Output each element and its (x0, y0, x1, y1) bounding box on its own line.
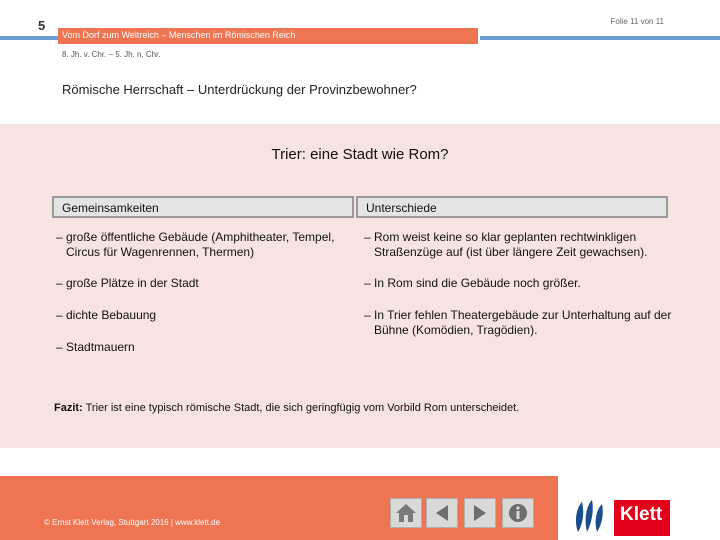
slide-counter: Folie 11 von 11 (610, 17, 664, 26)
conclusion (54, 402, 519, 414)
next-slide-button[interactable] (464, 498, 496, 528)
header-accent-line-right (480, 36, 720, 40)
column-header-unterschiede: Unterschiede (356, 196, 668, 218)
column-header-gemeinsamkeiten: Gemeinsamkeiten (52, 196, 354, 218)
header-accent-line-left (0, 36, 58, 40)
differences-list (364, 230, 672, 338)
content-panel (0, 124, 720, 448)
home-icon (394, 502, 418, 524)
header-bar-text: Vom Dorf zum Weltreich – Menschen im Römischen Reich (62, 30, 296, 40)
slide-heading: Trier: eine Stadt wie Rom? (271, 146, 449, 163)
previous-slide-button[interactable] (426, 498, 458, 528)
period-subtitle: 8. Jh. v. Chr. – 5. Jh. n. Chr. (62, 50, 161, 59)
klett-logo (558, 476, 720, 540)
klett-logo-text: Klett (614, 500, 670, 536)
list-item: – dichte Bebauung (56, 308, 157, 322)
header-bar (58, 28, 478, 44)
home-button[interactable] (390, 498, 422, 528)
conclusion-label: Fazit: (54, 402, 83, 414)
info-icon (507, 502, 529, 524)
arrow-left-icon (431, 502, 453, 524)
list-item: – große öffentliche Gebäude (Amphitheater, Tempel, Circus für Wagenrennen, Thermen) (56, 230, 335, 259)
copyright-notice: © Ernst Klett Verlag, Stuttgart 2016 | www.klett.de (44, 518, 221, 527)
list-item: – In Rom sind die Gebäude noch größer. (364, 276, 581, 290)
chapter-number: 5 (38, 18, 46, 33)
conclusion-text: Trier ist eine typisch römische Stadt, die sich geringfügig vom Vorbild Rom unterscheidet. (85, 402, 520, 414)
list-item: – Stadtmauern (56, 340, 135, 354)
similarities-list (56, 230, 352, 355)
klett-leaf-icon (570, 496, 610, 536)
list-item: – In Trier fehlen Theatergebäude zur Unterhaltung auf der Bühne (Komödien, Tragödien). (364, 308, 672, 337)
info-button[interactable] (502, 498, 534, 528)
list-item: – große Plätze in der Stadt (56, 276, 199, 290)
footer-bar (0, 476, 558, 540)
page-title: Römische Herrschaft – Unterdrückung der Provinzbewohner? (62, 82, 417, 97)
list-item: – Rom weist keine so klar geplanten rechtwinkligen Straßenzüge auf (ist über längere Zeit gewachsen). (364, 230, 648, 259)
arrow-right-icon (469, 502, 491, 524)
